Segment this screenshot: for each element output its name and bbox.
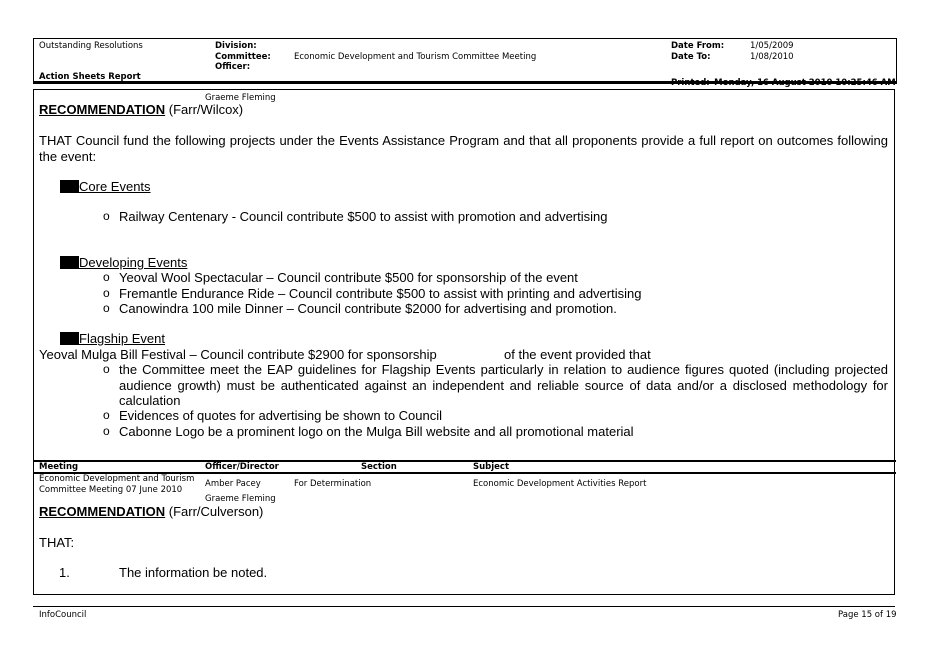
bullet-marker: o <box>103 424 110 438</box>
item2-number: 1. <box>59 565 70 580</box>
footer-rule <box>33 606 895 607</box>
flagship-condition-item: the Committee meet the EAP guidelines for Flagship Events particularly in relation to audience figures quoted (including projected audience growth) must be authenticated against an independent and reliable source of data and/or a disclosed methodology for calculation <box>119 362 888 408</box>
item2-subject: Economic Development Activities Report <box>473 479 647 489</box>
redaction-mark <box>60 256 79 269</box>
bullet-marker: o <box>103 270 110 284</box>
core-events-heading <box>60 179 151 195</box>
date-from-value: 1/05/2009 <box>750 41 794 51</box>
developing-event-item: Fremantle Endurance Ride – Council contribute $500 to assist with printing and advertising <box>119 286 642 301</box>
bullet-marker: o <box>103 301 110 315</box>
item2-director: Amber Pacey <box>205 479 261 489</box>
developing-event-item: Yeoval Wool Spectacular – Council contribute $500 for sponsorship of the event <box>119 270 578 285</box>
developing-events-heading <box>60 255 187 271</box>
bullet-marker: o <box>103 209 110 223</box>
committee-value: Economic Development and Tourism Committee Meeting <box>294 52 537 62</box>
flagship-condition-item: Evidences of quotes for advertising be shown to Council <box>119 408 443 423</box>
item1-recommendation <box>39 102 243 118</box>
bullet-marker: o <box>103 362 110 376</box>
col-meeting: Meeting <box>39 462 79 472</box>
division-label: Division: <box>215 41 257 51</box>
footer-brand: InfoCouncil <box>39 610 87 620</box>
core-event-item: Railway Centenary - Council contribute $500 to assist with promotion and advertising <box>119 209 608 224</box>
bullet-marker: o <box>103 286 110 300</box>
flagship-line-a: Yeoval Mulga Bill Festival – Council contribute $2900 for sponsorship <box>39 347 437 362</box>
meeting-name-line2: Committee Meeting 07 June 2010 <box>39 485 183 495</box>
item1-officer: Graeme Fleming <box>205 93 276 103</box>
redaction-mark <box>60 180 79 193</box>
developing-events-label: Developing Events <box>79 255 188 270</box>
printed-value: Monday, 16 August 2010 10:25:46 AM <box>714 78 896 88</box>
redaction-mark <box>60 332 79 345</box>
table-header-top-rule <box>33 460 896 462</box>
report-subtitle: Action Sheets Report <box>39 72 141 82</box>
developing-event-item: Canowindra 100 mile Dinner – Council contribute $2000 for advertising and promotion. <box>119 301 617 316</box>
printed-stamp <box>671 72 896 90</box>
flagship-event-heading <box>60 331 165 347</box>
item2-resolution-text: The information be noted. <box>119 565 268 580</box>
flagship-condition-item: Cabonne Logo be a prominent logo on the Mulga Bill website and all promotional material <box>119 424 634 439</box>
recommendation-movers: (Farr/Culverson) <box>168 504 264 519</box>
date-from-label: Date From: <box>671 41 725 51</box>
report-title: Outstanding Resolutions <box>39 41 143 51</box>
item2-section: For Determination <box>294 479 372 489</box>
date-to-value: 1/08/2010 <box>750 52 794 62</box>
printed-label: Printed: <box>671 78 710 88</box>
meeting-name-line1: Economic Development and Tourism <box>39 474 195 484</box>
recommendation-label: RECOMMENDATION <box>39 102 166 117</box>
officer-label: Officer: <box>215 62 251 72</box>
item2-officer: Graeme Fleming <box>205 494 276 504</box>
date-to-label: Date To: <box>671 52 711 62</box>
col-officer: Officer/Director <box>205 462 279 472</box>
bullet-marker: o <box>103 408 110 422</box>
flagship-event-label: Flagship Event <box>79 331 165 346</box>
committee-label: Committee: <box>215 52 271 62</box>
item2-that: THAT: <box>39 535 75 550</box>
core-events-label: Core Events <box>79 179 151 194</box>
col-subject: Subject <box>473 462 510 472</box>
recommendation-movers: (Farr/Wilcox) <box>168 102 244 117</box>
item1-intro: THAT Council fund the following projects under the Events Assistance Program and that all proponents provide a full report on outcomes following the event: <box>39 133 888 164</box>
flagship-line-b: of the event provided that <box>504 347 651 362</box>
col-section: Section <box>361 462 397 472</box>
page-number: Page 15 of 19 <box>838 610 897 620</box>
recommendation-label: RECOMMENDATION <box>39 504 166 519</box>
item2-recommendation <box>39 504 263 520</box>
